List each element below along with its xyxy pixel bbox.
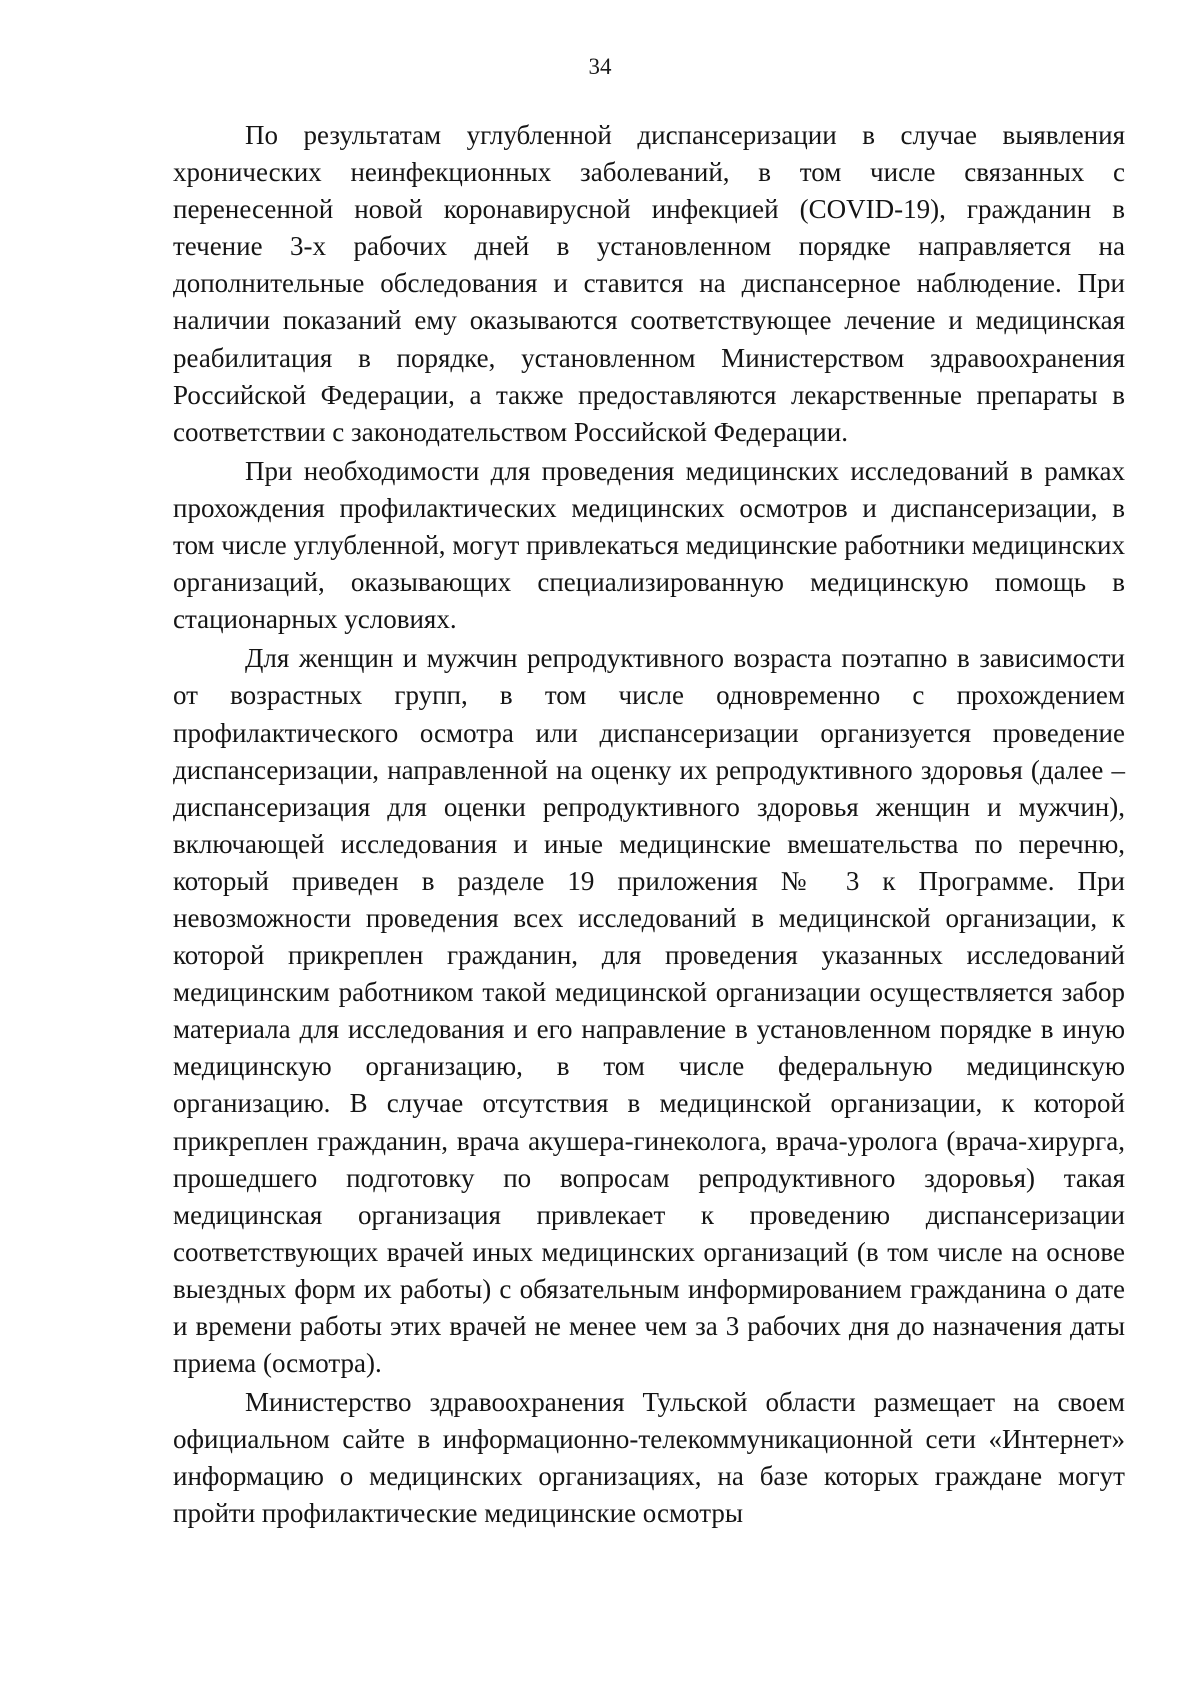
page-number: 34: [588, 54, 612, 79]
paragraph-ministry-website-info: Министерство здравоохранения Тульской области размещает на своем официальном сайте в информационно-телекоммуникационной сети «Интернет» информацию о медицинских организациях, на базе которых граждане могут пройти профилактические медицинские осмотры: [173, 1387, 1125, 1529]
document-body: [173, 117, 1125, 1535]
paragraph-deep-dispensary-results: По результатам углубленной диспансеризации в случае выявления хронических неинфекционных заболеваний, в том числе связанных с перенесенной новой коронавирусной инфекцией (COVID-19), гражданин в течение 3-х рабочих дней в установленном порядке направляется на дополнительные обследования и ставится на диспансерное наблюдение. При наличии показаний ему оказываются соответствующее лечение и медицинская реабилитация в порядке, установленном Министерством здравоохранения Российской Федерации, а также предоставляются лекарственные препараты в соответствии с законодательством Российской Федерации.: [173, 120, 1125, 447]
paragraph-reproductive-health-dispensary: Для женщин и мужчин репродуктивного возраста поэтапно в зависимости от возрастных групп, в том числе одновременно с прохождением профилактического осмотра или диспансеризации организуется проведение диспансеризации, направленной на оценку их репродуктивного здоровья (далее – диспансеризация для оценки репродуктивного здоровья женщин и мужчин), включающей исследования и иные медицинские вмешательства по перечню, который приведен в разделе 19 приложения № 3 к Программе. При невозможности проведения всех исследований в медицинской организации, к которой прикреплен гражданин, для проведения указанных исследований медицинским работником такой медицинской организации осуществляется забор материала для исследования и его направление в установленном порядке в иную медицинскую организацию, в том числе федеральную медицинскую организацию. В случае отсутствия в медицинской организации, к которой прикреплен гражданин, врача акушера-гинеколога, врача-уролога (врача-хирурга, прошедшего подготовку по вопросам репродуктивного здоровья) такая медицинская организация привлекает к проведению диспансеризации соответствующих врачей иных медицинских организаций (в том числе на основе выездных форм их работы) с обязательным информированием гражданина о дате и времени работы этих врачей не менее чем за 3 рабочих дня до назначения даты приема (осмотра).: [173, 643, 1125, 1379]
paragraph-involving-hospital-workers: При необходимости для проведения медицинских исследований в рамках прохождения профилактических медицинских осмотров и диспансеризации, в том числе углубленной, могут привлекаться медицинские работники медицинских организаций, оказывающих специализированную медицинскую помощь в стационарных условиях.: [173, 455, 1125, 635]
